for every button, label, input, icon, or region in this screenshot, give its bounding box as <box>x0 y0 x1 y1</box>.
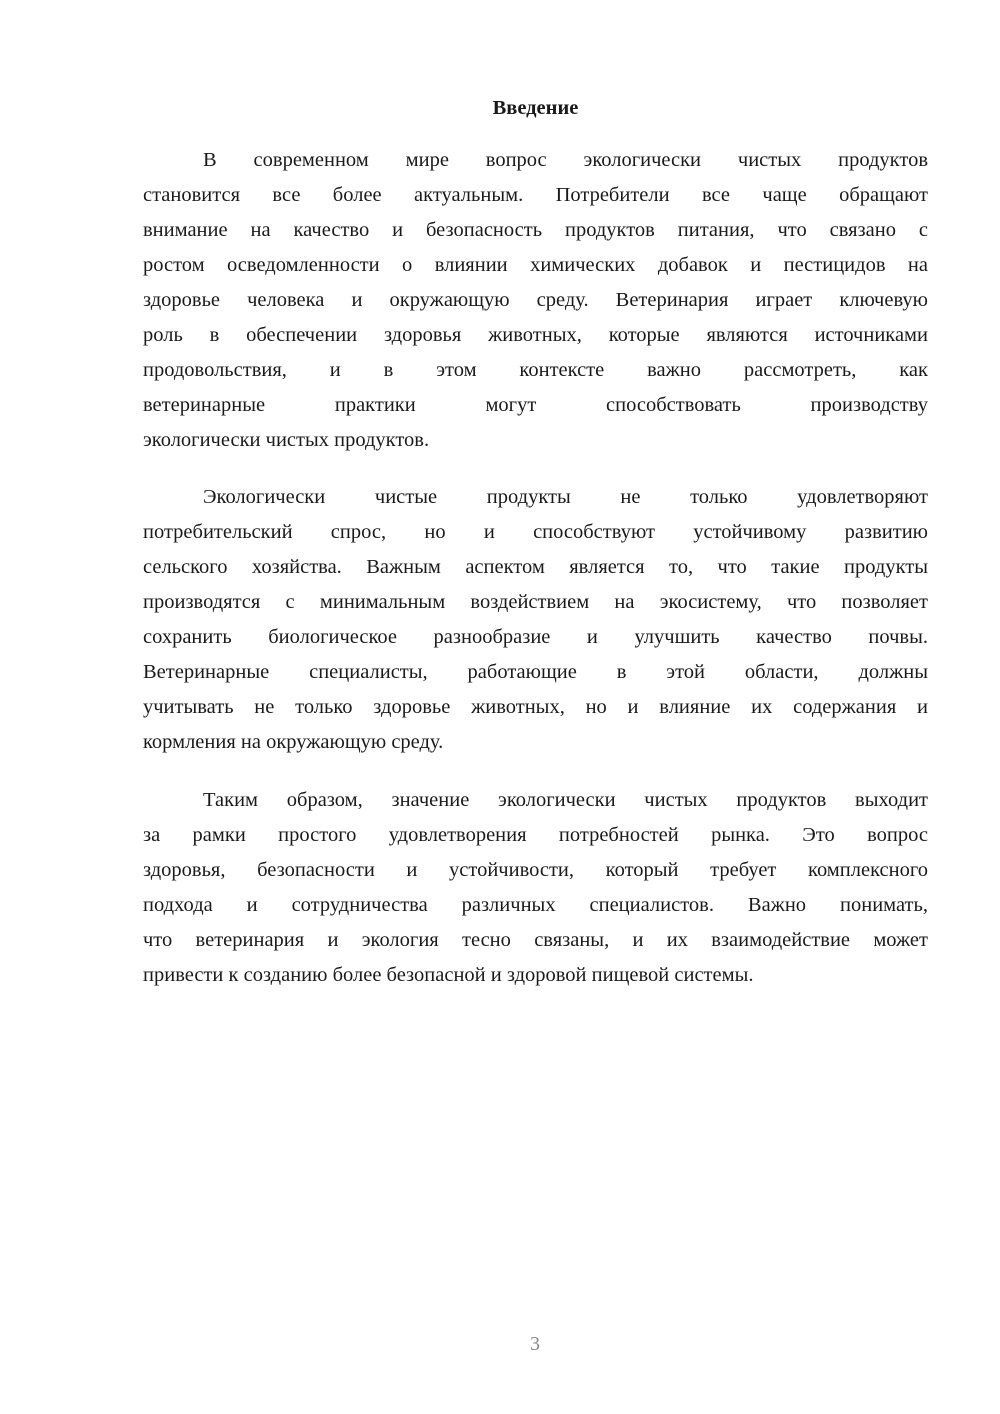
text-line: привести к созданию более безопасной и здоровой пищевой системы. <box>143 964 754 986</box>
text-line: роль в обеспечении здоровья животных, которые являются источниками <box>143 324 928 346</box>
text-line: кормления на окружающую среду. <box>143 731 444 753</box>
text-line: экологически чистых продуктов. <box>143 429 430 451</box>
text-line: сельского хозяйства. Важным аспектом является то, что такие продукты <box>143 556 928 578</box>
page-number: 3 <box>530 1333 540 1355</box>
text-line: ветеринарные практики могут способствовать производству <box>143 394 928 416</box>
text-line: ростом осведомленности о влиянии химических добавок и пестицидов на <box>143 254 928 276</box>
text-line: производятся с минимальным воздействием на экосистему, что позволяет <box>143 591 928 613</box>
paragraph-3 <box>143 783 928 993</box>
text-line: продовольствия, и в этом контексте важно рассмотреть, как <box>143 359 928 381</box>
text-line: В современном мире вопрос экологически чистых продуктов <box>203 149 928 171</box>
text-line: здоровье человека и окружающую среду. Ветеринария играет ключевую <box>143 289 928 311</box>
text-line: здоровья, безопасности и устойчивости, который требует комплексного <box>143 859 928 881</box>
text-line: за рамки простого удовлетворения потребностей рынка. Это вопрос <box>143 824 928 846</box>
text-line: что ветеринария и экология тесно связаны, и их взаимодействие может <box>143 929 928 951</box>
text-line: Таким образом, значение экологически чистых продуктов выходит <box>203 789 928 811</box>
text-line: Ветеринарные специалисты, работающие в этой области, должны <box>143 661 928 683</box>
text-line: внимание на качество и безопасность продуктов питания, что связано с <box>143 219 928 241</box>
text-line: становится все более актуальным. Потребители все чаще обращают <box>143 184 928 206</box>
text-line: подхода и сотрудничества различных специалистов. Важно понимать, <box>143 894 928 916</box>
text-line: учитывать не только здоровье животных, но и влияние их содержания и <box>143 696 928 718</box>
text-line: сохранить биологическое разнообразие и улучшить качество почвы. <box>143 626 928 648</box>
section-title: Введение <box>492 97 579 119</box>
paragraph-2 <box>143 480 928 760</box>
paragraph-1 <box>143 143 928 458</box>
text-line: Экологически чистые продукты не только удовлетворяют <box>203 486 928 508</box>
text-line: потребительский спрос, но и способствуют устойчивому развитию <box>143 521 928 543</box>
